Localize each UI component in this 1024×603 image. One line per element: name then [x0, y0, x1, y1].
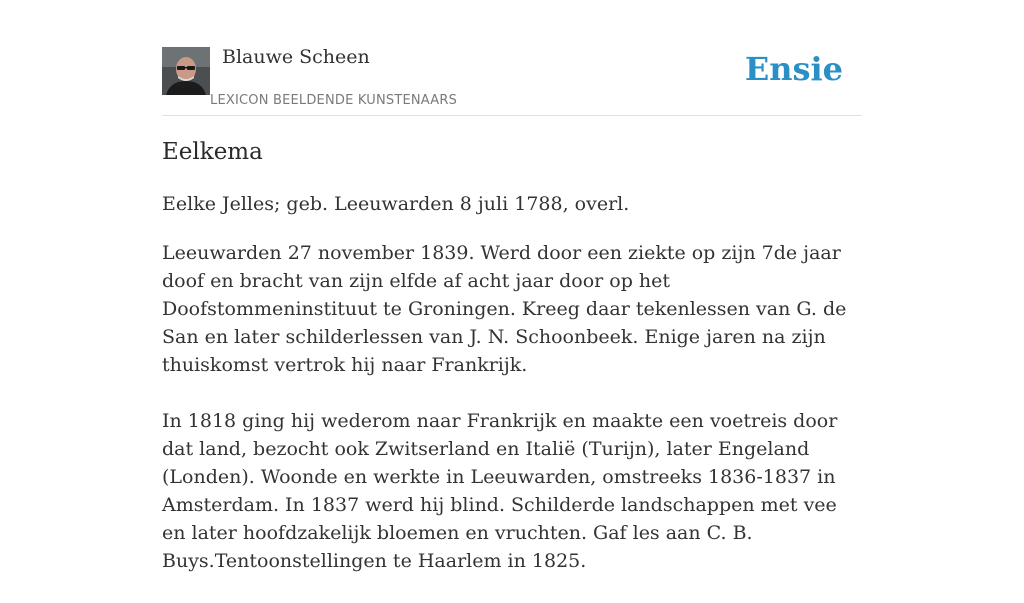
- header-divider: [162, 115, 862, 116]
- article-paragraph: In 1818 ging hij wederom naar Frankrijk en maakte een voetreis door dat land, bezocht ook Zwitserland en Italië (Turijn), later Engeland (Londen). Woonde en werkte in Leeuwarden, omstreeks 1836-1837 in Amsterdam. In 1837 werd hij blind. Schilderde landschappen met vee en later hoofdzakelijk bloemen en vruchten. Gaf les aan C. B. Buys.Tentoonstellingen te Haarlem in 1825.: [162, 410, 838, 572]
- article-lead: Eelke Jelles; geb. Leeuwarden 8 juli 1788, overl.: [162, 193, 630, 215]
- article-title: Eelkema: [162, 139, 263, 165]
- category-label[interactable]: LEXICON BEELDENDE KUNSTENAARS: [210, 93, 458, 108]
- avatar-image: [162, 47, 210, 95]
- article-body: [162, 239, 862, 603]
- article-paragraph: Leeuwarden 27 november 1839. Werd door een ziekte op zijn 7de jaar doof en bracht van zijn elfde af acht jaar door op het Doofstommeninstituut te Groningen. Kreeg daar tekenlessen van G. de San en later schilderlessen van J. N. Schoonbeek. Enige jaren na zijn thuiskomst vertrok hij naar Frankrijk.: [162, 242, 847, 376]
- author-avatar[interactable]: [162, 47, 210, 95]
- brand-logo-link[interactable]: Ensie: [744, 50, 843, 88]
- author-name[interactable]: Blauwe Scheen: [222, 46, 370, 68]
